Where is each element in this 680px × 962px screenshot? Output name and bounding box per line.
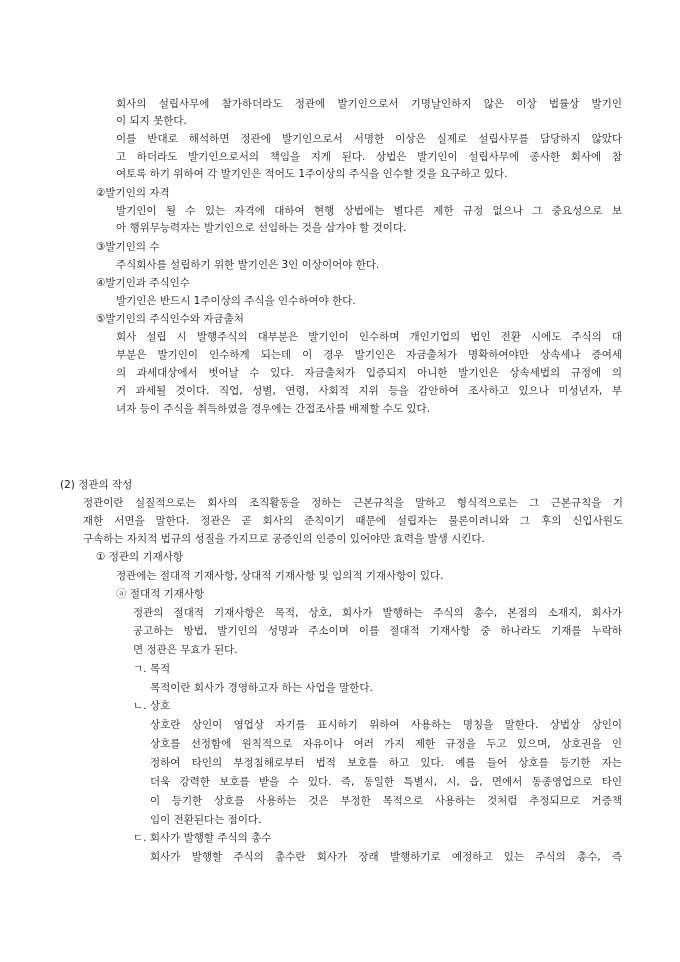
body-text-line: 회사 설립 시 발행주식의 대부분은 발기인이 인수하며 개인기업의 법인 전환 시에도 주식의 대 [116,331,622,343]
list-item-heading: ㄴ. 상호 [133,700,171,712]
body-text-line: 이를 반대로 해석하면 정관에 발기인으로서 서명한 이상은 실제로 설립사무를 담당하지 않았다 [116,133,622,145]
list-item-heading: ㄷ. 회사가 발행할 주식의 총수 [133,832,272,844]
item-heading: ⑤발기인의 주식인수와 자금출처 [96,313,244,325]
body-text-line: 상호란 상인이 영업상 자기를 표시하기 위하여 사용하는 명칭을 말한다. 상법상 상인이 [150,719,622,731]
body-text-line: 상호를 선정함에 원칙적으로 자유이나 여러 가지 제한 규정을 두고 있으며, 상호권을 인 [150,738,622,750]
body-text-line: 의 과세대상에서 벗어날 수 있다. 자금출처가 입증되지 아니한 발기인은 상속세법의 규정에 의 [116,367,622,379]
item-heading: ②발기인의 자격 [96,187,170,199]
item-heading: ④발기인과 주식인수 [96,277,190,289]
body-text-line: 발기인이 될 수 있는 자격에 대하여 현행 상법에는 별다른 제한 규정 없으나 그 중요성으로 보 [116,205,622,217]
list-item-heading: ㄱ. 목적 [133,663,171,675]
section-heading: (2) 정관의 작성 [60,479,133,491]
body-text-line: 아 행위무능력자는 발기인으로 선임하는 것을 삼가야 할 것이다. [116,222,407,234]
body-text-line: 부분은 발기인이 인수하게 되는데 이 경우 발기인은 자금출처가 명확하여야만 상속세나 증여세 [116,349,622,361]
body-text-line: 면 정관은 무효가 된다. [133,644,238,656]
body-text-line: 공고하는 방법, 발기인의 성명과 주소이며 이를 절대적 기재사항 중 하나라도 기재를 누락하 [133,625,622,637]
body-text-line: 목적이란 회사가 경영하고자 하는 사업을 말한다. [150,682,373,694]
body-text-line: 정관의 절대적 기재사항은 목적, 상호, 회사가 발행하는 주식의 총수, 본점의 소재지, 회사가 [133,607,622,619]
body-text-line: 이 되지 못한다. [116,115,187,127]
body-text-line: 여토록 하기 위하여 각 발기인은 적어도 1주이상의 주식을 인수할 것을 요구하고 있다. [116,168,508,180]
body-text-line: 정하여 타인의 부정침해로부터 법적 보호를 하고 있다. 예를 들어 상호를 등기한 자는 [150,757,622,769]
body-text-line: 더욱 강력한 보호를 받을 수 있다. 즉, 동일한 특별시, 시, 읍, 면에서 동종영업으로 타인 [150,776,622,788]
body-text-line: 재한 서면을 말한다. 정관은 곧 회사의 준칙이기 때문에 설립자는 물론이려니와 그 후의 신입사원도 [83,515,623,527]
body-text-line: 회사가 발행할 주식의 총수란 회사가 장래 발행하기로 예정하고 있는 주식의 총수, 즉 [150,851,622,863]
body-text-line: 구속하는 자치적 법규의 성질을 가지므로 공증인의 인증이 있어야만 효력을 발생 시킨다. [83,533,485,545]
body-text-line: 정관이란 실질적으로는 회사의 조직활동을 정하는 근본규칙을 말하고 형식적으로는 그 근본규칙을 기 [83,497,623,509]
body-text-line: 이 등기한 상호를 사용하는 것은 부정한 목적으로 사용하는 것처럼 추정되므로 거증책 [150,795,622,807]
body-text-line: 주식회사를 설립하기 위한 발기인은 3인 이상이어야 한다. [116,259,380,271]
body-text-line: 고 하더라도 발기인으로서의 책임을 지게 된다. 상법은 발기인이 설립사무에 종사한 회사에 참 [116,151,622,163]
body-text-line: 임이 전환된다는 점이다. [150,814,262,826]
body-text-line: 회사의 설립사무에 참가하더라도 정관에 발기인으로서 기명날인하지 않은 이상 법률상 발기인 [116,98,622,110]
subsection-heading: ① 정관의 기재사항 [96,551,184,563]
subsection-heading: ⓐ 절대적 기재사항 [116,588,205,600]
body-text-line: 거 과세될 것이다. 직업, 성별, 연령, 사회적 지위 등을 감안하여 조사하고 있으나 미성년자, 부 [116,385,622,397]
body-text-line: 녀자 등이 주식을 취득하였을 경우에는 간접조사를 배제할 수도 있다. [116,403,431,415]
body-text-line: 정관에는 절대적 기재사항, 상대적 기재사항 및 임의적 기재사항이 있다. [116,570,444,582]
body-text-line: 발기인은 반드시 1주이상의 주식을 인수하여야 한다. [116,295,356,307]
item-heading: ③발기인의 수 [96,241,160,253]
